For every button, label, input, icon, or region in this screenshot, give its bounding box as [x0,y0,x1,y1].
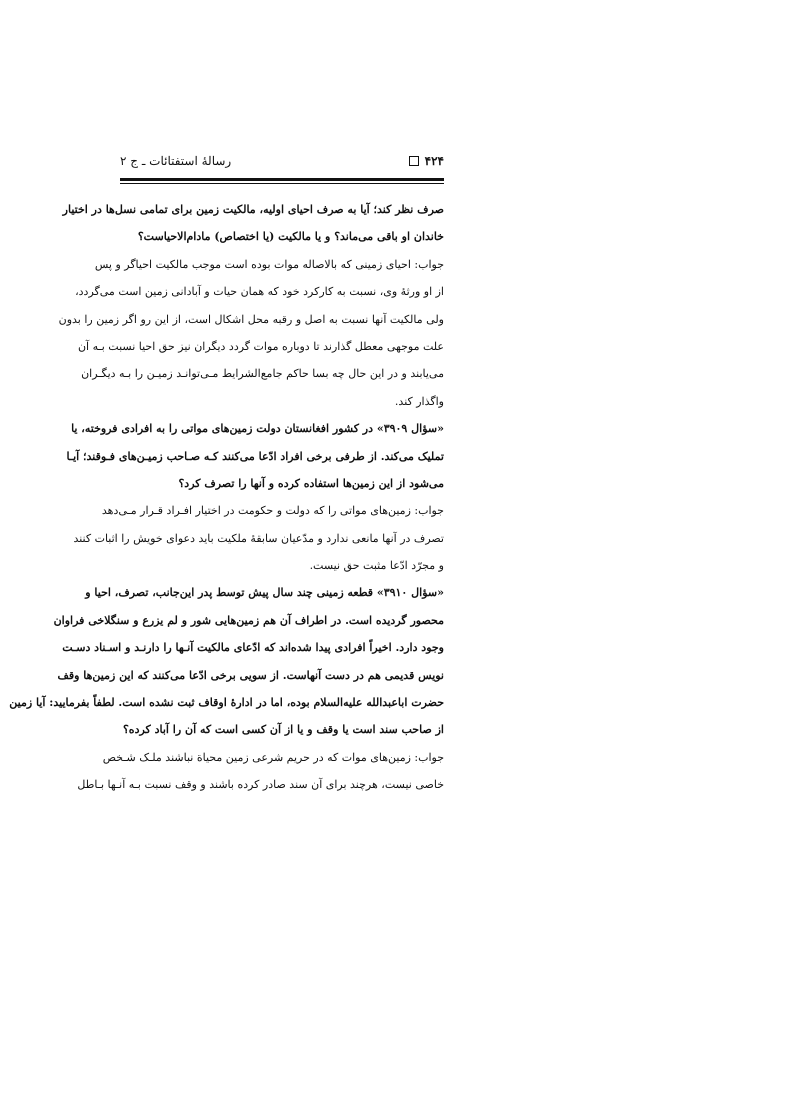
header-page-number-group [409,154,444,168]
text-line: تملیک می‌کند. از طرفی برخی افراد ادّعا می‌کنند کـه صـاحب زمیـن‌های فـوقند؛ آیـا [66,449,444,463]
text-line: می‌یابند و در این حال چه بسا حاکم جامع‌الشرایط مـی‌توانـد زمیـن را بـه دیگـران [81,367,444,381]
text-line: وجود دارد. اخیراً افرادی پیدا شده‌اند که ادّعای مالکیت آنـها را دارنـد و اسـناد دسـت [62,641,444,655]
text-line: علت موجهی معطل گذارند تا دوباره موات گردد دیگران نیز حق احیا نسبت بـه آن [77,339,444,353]
text-line: می‌شود از این زمین‌ها استفاده کرده و آنها را تصرف کرد؟ [178,476,444,490]
text-line: محصور گردیده است. در اطراف آن هم زمین‌هایی شور و لم یزرع و سنگلاخی فراوان [53,613,444,627]
text-line: حضرت اباعبدالله علیه‌السلام بوده، اما در ادارهٔ اوقاف ثبت نشده است. لطفاً بفرمایید: آیا زمین [9,696,444,710]
text-line: خاصی نیست، هرچند برای آن سند صادر کرده باشند و وقف نسبت بـه آنـها بـاطل [77,778,444,792]
text-line: ولی مالکیت آنها نسبت به اصل و رقبه محل اشکال است، از این رو اگر زمین را بدون [58,312,444,326]
text-line: جواب: احیای زمینی که بالاصاله موات بوده است موجب مالکیت احیاگر و پس [94,257,444,271]
text-line: «سؤال ۳۹۰۹» در کشور افغانستان دولت زمین‌های مواتی را به افرادی فروخته، یا [71,422,444,436]
text-line: از صاحب سند است یا وقف و یا از آن کسی است که آن را آباد کرده؟ [122,723,444,737]
text-line: تصرف در آنها مانعی ندارد و مدّعیان سابقهٔ ملکیت باید دعوای خویش را اثبات کنند [73,531,444,545]
text-line: و مجرّد ادّعا مثبت حق نیست. [309,559,444,573]
text-line: از او ورثهٔ وی، نسبت به کارکرد خود که همان حیات و آبادانی زمین است می‌گردد، [75,285,444,299]
text-line: صرف نظر کند؛ آیا به صرف احیای اولیه، مالکیت زمین برای تمامی نسل‌ها در اختیار [62,203,444,216]
text-line: واگذار کند. [394,394,444,408]
text-line: جواب: زمین‌های موات که در حریم شرعی زمین محیاة نباشند ملـک شـخص [102,750,444,764]
text-line: «سؤال ۳۹۱۰» قطعه زمینی چند سال پیش توسط پدر این‌جانب، تصرف، احیا و [85,586,444,600]
header-rule-thick [120,178,444,181]
text-line: جواب: زمین‌های مواتی را که دولت و حکومت در اختیار افـراد قـرار مـی‌دهد [101,504,444,518]
page-header [120,150,444,172]
header-rule-thin [120,183,444,184]
text-line: نویس قدیمی هم در دست آنهاست. از سویی برخی ادّعا می‌کنند که این زمین‌ها وقف [57,668,444,682]
text-line: خاندان او باقی می‌ماند؟ و یا مالکیت (یا اختصاص) مادام‌الاحیاست؟ [137,230,444,244]
body-text [9,196,444,799]
page-number: ۴۲۴ [424,154,444,168]
book-title: رسالهٔ استفتائات ـ ج ۲ [120,154,232,168]
square-icon [409,156,419,166]
